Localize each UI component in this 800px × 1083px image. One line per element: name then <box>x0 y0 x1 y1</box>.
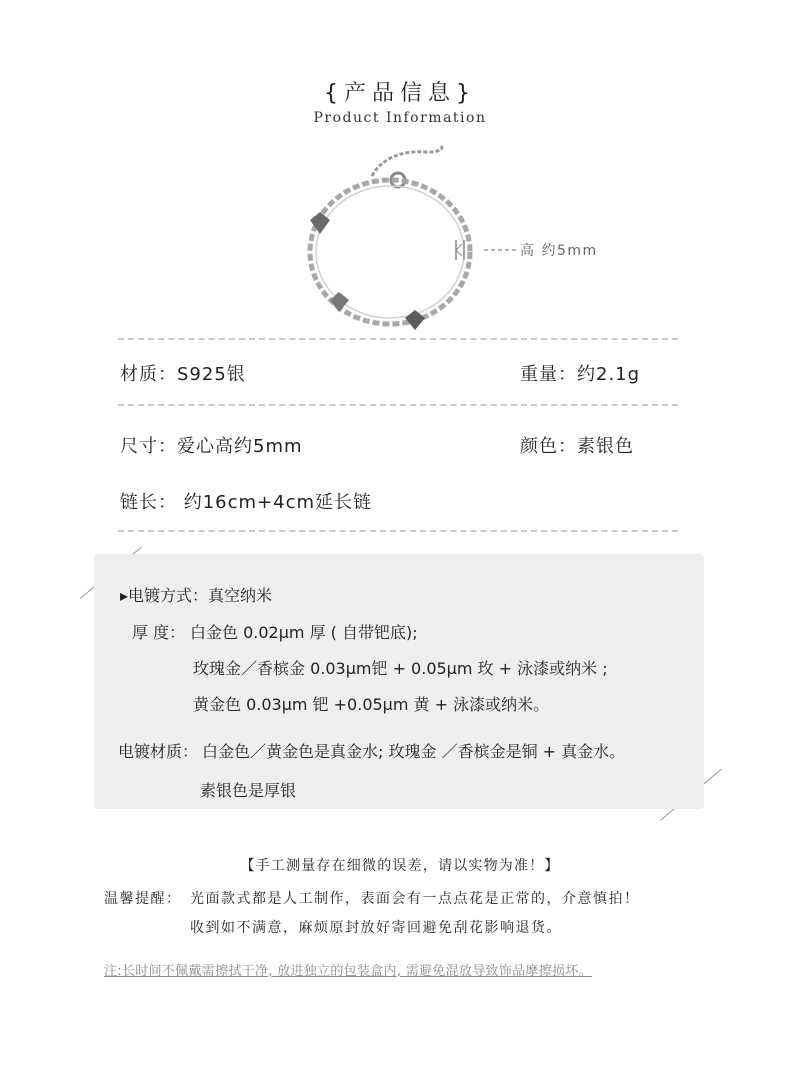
thickness-line: 白金色 0.02μm 厚 ( 自带钯底); <box>190 623 418 642</box>
warm-reminder-line: 光面款式都是人工制作，表面会有一点点花是正常的，介意慎拍！ <box>190 891 640 907</box>
thickness-line: 玫瑰金／香槟金 0.03μm钯 + 0.05μm 玫 + 泳漆或纳米 ; <box>193 659 608 678</box>
page-title: {产品信息} <box>324 81 476 106</box>
care-note: 注:长时间不佩戴需擦拭干净, 放进独立的包装盒内, 需避免混放导致饰品摩擦损坏。 <box>104 964 592 979</box>
measurement-notice: 【手工测量存在细微的误差，请以实物为准！】 <box>240 858 560 874</box>
silver-bracelet-image <box>290 140 490 330</box>
plating-material-line: 白金色／黄金色是真金水; 玫瑰金 ／香槟金是铜 + 真金水。 <box>202 742 626 761</box>
divider <box>118 338 678 340</box>
thickness-line: 黄金色 0.03μm 钯 +0.05μm 黄 + 泳漆或纳米。 <box>193 695 550 714</box>
warm-reminder-label: 温馨提醒： <box>104 891 182 907</box>
spec-chain-length: 链长： 约16cm+4cm延长链 <box>120 492 373 513</box>
thickness-label: 厚 度： <box>132 623 186 642</box>
divider <box>118 404 678 406</box>
plating-method: ▸电镀方式：真空纳米 <box>120 586 273 605</box>
spec-material: 材质：S925银 <box>120 364 246 385</box>
warm-reminder-line: 收到如不满意，麻烦原封放好寄回避免刮花影响退货。 <box>190 920 562 936</box>
spec-size: 尺寸：爱心高约5mm <box>120 436 303 457</box>
height-annotation <box>450 238 650 262</box>
plating-material-label: 电镀材质： <box>118 742 199 761</box>
page-subtitle: Product Information <box>313 110 487 126</box>
spec-color: 颜色：素银色 <box>520 436 634 457</box>
height-label: 高 约5mm <box>520 243 598 259</box>
plating-material-line: 素银色是厚银 <box>200 781 297 800</box>
spec-weight: 重量：约2.1g <box>520 364 641 385</box>
divider <box>118 530 678 532</box>
